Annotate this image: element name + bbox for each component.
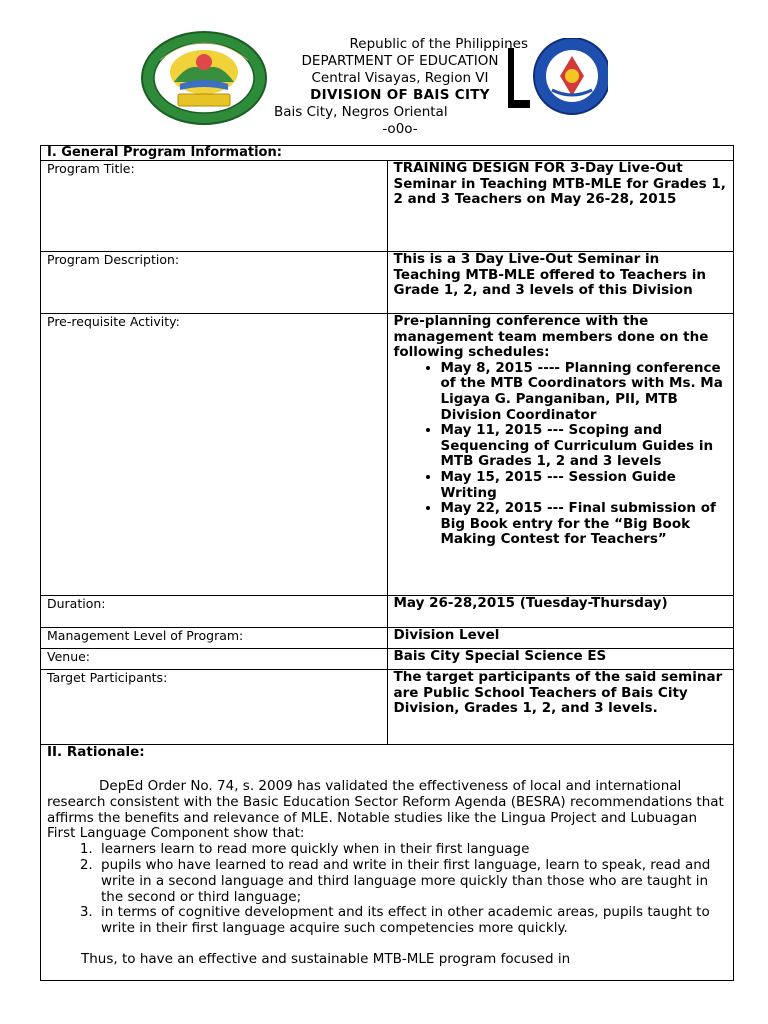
list-item: • May 11, 2015 --- Scoping and Sequencing of Curriculum Guides in MTB Grades 1, 2 and 3 levels <box>441 423 728 470</box>
row-label: Program Description: <box>41 252 388 314</box>
rationale-body <box>41 761 733 968</box>
table-row <box>41 670 734 745</box>
schedule-list <box>394 361 728 548</box>
row-value: Bais City Special Science ES <box>387 649 734 670</box>
row-label: Venue: <box>41 649 388 670</box>
row-label: Program Title: <box>41 161 388 252</box>
prerequisite-intro: Pre-planning conference with the management team members done on the following schedules: <box>393 313 709 361</box>
division-line: DIVISION OF BAIS CITY <box>310 87 490 103</box>
table-row <box>41 314 734 596</box>
republic-line: Republic of the Philippines <box>349 36 528 52</box>
row-label: Management Level of Program: <box>41 628 388 649</box>
row-value <box>387 314 734 596</box>
findings-list <box>47 842 727 937</box>
list-item: • May 15, 2015 --- Session Guide Writing <box>441 470 728 501</box>
list-item: • May 8, 2015 ---- Planning conference of the MTB Coordinators with Ms. Ma Ligaya G. Panganiban, PII, MTB Division Coordinator <box>441 361 728 423</box>
row-value: TRAINING DESIGN FOR 3-Day Live-Out Seminar in Teaching MTB-MLE for Grades 1, 2 and 3 Teachers on May 26-28, 2015 <box>387 161 734 252</box>
division-seal-logo <box>140 30 268 126</box>
row-value: This is a 3 Day Live-Out Seminar in Teaching MTB-MLE offered to Teachers in Grade 1, 2, and 3 levels of this Division <box>387 252 734 314</box>
table-row <box>41 649 734 670</box>
program-info-table <box>40 145 734 745</box>
list-item: 3. in terms of cognitive development and its effect in other academic areas, pupils taught to write in their first language acquire such competencies more quickly. <box>97 905 727 937</box>
table-row <box>41 628 734 649</box>
row-value: The target participants of the said seminar are Public School Teachers of Bais City Division, Grades 1, 2, and 3 levels. <box>387 670 734 745</box>
table-row <box>41 596 734 628</box>
section-title: I. General Program Information: <box>41 146 734 161</box>
rationale-section <box>40 744 734 981</box>
list-item: 2. pupils who have learned to read and write in their first language, learn to speak, read and write in a second language and third language more quickly than those who are taught in the second or third language; <box>97 858 727 905</box>
separator-line: -o0o- <box>382 121 418 137</box>
row-label: Duration: <box>41 596 388 628</box>
rationale-intro: DepEd Order No. 74, s. 2009 has validated the effectiveness of local and international research consistent with the Basic Education Sector Reform Agenda (BESRA) recommendations that affirms the benefits and relevance of MLE. Notable studies like the Lingua Project and Lubuagan First Language Component show that: <box>47 778 724 842</box>
list-item: • May 22, 2015 --- Final submission of Big Book entry for the “Big Book Making Contest for Teachers” <box>441 501 728 548</box>
table-row <box>41 252 734 314</box>
department-line: DEPARTMENT OF EDUCATION <box>301 53 499 69</box>
letterhead <box>262 36 538 138</box>
row-label: Pre-requisite Activity: <box>41 314 388 596</box>
row-label: Target Participants: <box>41 670 388 745</box>
city-line: Bais City, Negros Oriental <box>274 104 448 120</box>
section-header-row <box>41 146 734 161</box>
region-line: Central Visayas, Region VI <box>311 70 489 86</box>
row-value: Division Level <box>387 628 734 649</box>
list-item: 1. learners learn to read more quickly when in their first language <box>97 842 727 858</box>
section-title: II. Rationale: <box>47 744 145 760</box>
row-value: May 26-28,2015 (Tuesday-Thursday) <box>387 596 734 628</box>
table-row <box>41 161 734 252</box>
rationale-closing: Thus, to have an effective and sustainable MTB-MLE program focused in <box>81 950 571 967</box>
